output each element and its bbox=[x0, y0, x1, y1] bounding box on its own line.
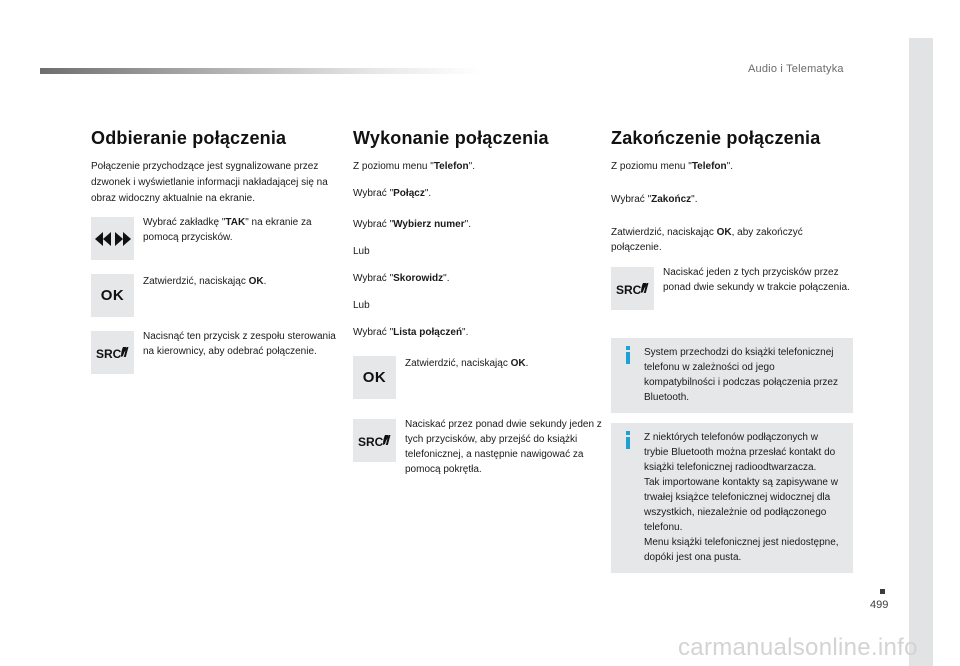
src-phone-button-icon bbox=[611, 267, 654, 310]
step-text: Zatwierdzić, naciskając OK. bbox=[405, 358, 529, 369]
step-confirm-ok bbox=[91, 274, 341, 317]
step-text: Nacisnąć ten przycisk z zespołu sterowania na kierownicy, aby odebrać połączenie. bbox=[143, 331, 336, 357]
section-title: Audio i Telematyka bbox=[748, 63, 844, 75]
side-tab-strip bbox=[909, 38, 933, 666]
step-text: Wybrać "Skorowidz". bbox=[353, 273, 450, 284]
ok-button-icon: OK bbox=[91, 274, 134, 317]
info-text: System przechodzi do książki telefonicznej telefonu w zależności od jego kompatybilności i podczas połączenia przez Bluetooth. bbox=[644, 347, 838, 403]
svg-text:SRC: SRC bbox=[615, 282, 641, 297]
info-note-phonebook bbox=[611, 338, 853, 413]
step-text: Wybrać "Lista połączeń". bbox=[353, 327, 469, 338]
step-text: Wybrać zakładkę "TAK" na ekranie za pomocą przycisków. bbox=[143, 217, 312, 243]
section-answer-call bbox=[91, 128, 341, 388]
step-text: Zatwierdzić, naciskając OK. bbox=[143, 276, 267, 287]
step-phonebook bbox=[353, 419, 603, 477]
step-text: Naciskać jeden z tych przycisków przez ponad dwie sekundy w trakcie połączenia. bbox=[663, 267, 850, 293]
ok-button-icon: OK bbox=[353, 356, 396, 399]
step-select-yes bbox=[91, 217, 341, 260]
step-text: Wybrać "Wybierz numer". bbox=[353, 219, 471, 230]
step-text: Z poziomu menu "Telefon". bbox=[611, 161, 733, 172]
svg-text:SRC: SRC bbox=[357, 434, 383, 449]
arrows-button-icon bbox=[91, 217, 134, 260]
step-end-button bbox=[611, 267, 853, 310]
watermark: carmanualsonline.info bbox=[678, 634, 918, 661]
or-text: Lub bbox=[353, 246, 370, 257]
section-heading: Wykonanie połączenia bbox=[353, 128, 549, 148]
section-heading: Odbieranie połączenia bbox=[91, 128, 287, 148]
step-confirm-ok bbox=[353, 356, 603, 399]
or-text: Lub bbox=[353, 300, 370, 311]
src-phone-button-icon bbox=[353, 419, 396, 462]
svg-text:SRC: SRC bbox=[95, 346, 121, 361]
section-make-call bbox=[353, 128, 603, 491]
step-steering-button bbox=[91, 331, 341, 374]
step-text: Naciskać przez ponad dwie sekundy jeden z tych przycisków, aby przejść do książki telefonicznej, a następnie nawigować za pomocą pokrętła. bbox=[405, 419, 602, 475]
step-text: Wybrać "Połącz". bbox=[353, 188, 432, 199]
src-phone-button-icon bbox=[91, 331, 134, 374]
info-note-contacts bbox=[611, 423, 853, 573]
step-text: Wybrać "Zakończ". bbox=[611, 194, 698, 205]
page-number: 499 bbox=[870, 599, 889, 611]
step-text: Zatwierdzić, naciskając OK, aby zakończyć połączenie. bbox=[611, 227, 803, 253]
page-marker bbox=[880, 589, 885, 594]
intro-text: Połączenie przychodzące jest sygnalizowane przez dzwonek i wyświetlanie informacji nakładającej się na obraz widoczny aktualnie na ekranie. bbox=[91, 161, 328, 204]
info-icon bbox=[623, 431, 633, 449]
section-end-call bbox=[611, 128, 853, 583]
info-text: Z niektórych telefonów podłączonych w trybie Bluetooth można przesłać kontakt do książki telefonicznej radioodtwarzacza. Tak importowane kontakty są zapisywane w trwałej książce telefonicznej widocznej dla wszystkich, niezależnie od podłączonego telefonu. Menu książki telefonicznej jest niedostępne, dopóki jest ona pusta. bbox=[644, 432, 839, 563]
section-heading: Zakończenie połączenia bbox=[611, 128, 821, 148]
header-gradient-bar bbox=[40, 68, 480, 74]
step-text: Z poziomu menu "Telefon". bbox=[353, 161, 475, 172]
info-icon bbox=[623, 346, 633, 364]
